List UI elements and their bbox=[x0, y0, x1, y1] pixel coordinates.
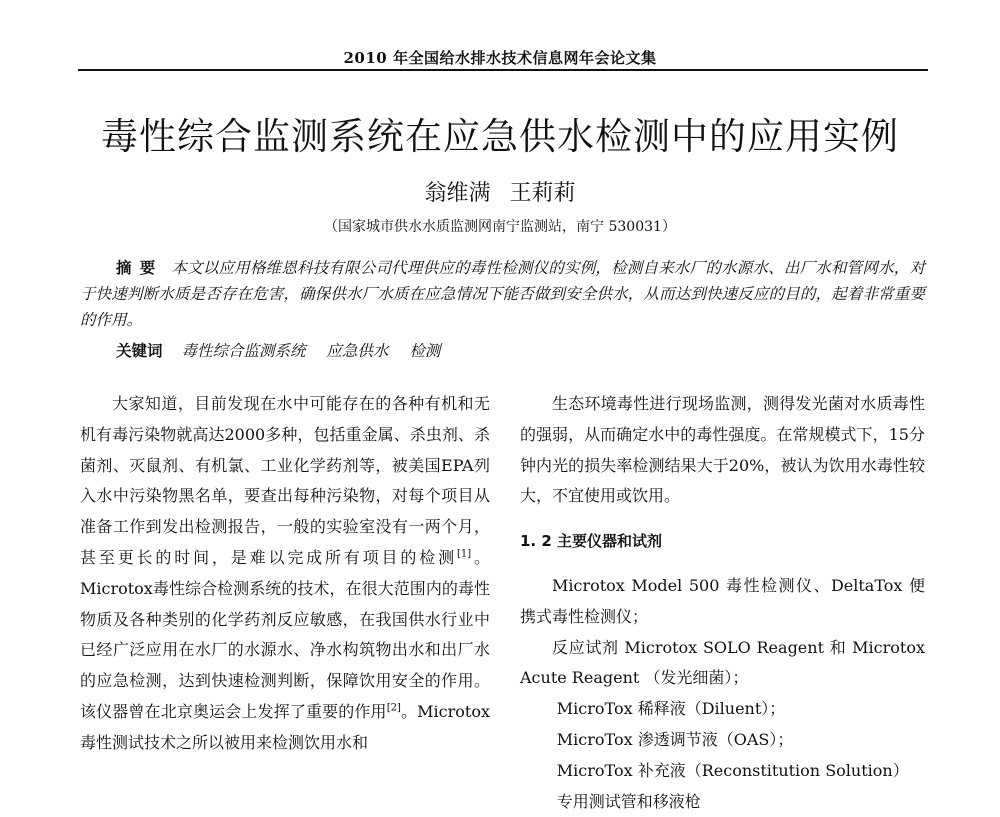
abstract-text: 本文以应用格维恩科技有限公司代理供应的毒性检测仪的实例，检测自来水厂的水源水、出厂水和管网水，对于快速判断水质是否存在危害，确保供水厂水质在应急情况下能否做到安全供水，从而达到快速反应的目的，起着非常重要的作用。 bbox=[80, 259, 925, 329]
reagents-paragraph: 反应试剂 Microtox SOLO Reagent 和 Microtox Acute Reagent （发光细菌）； bbox=[520, 637, 925, 688]
keyword-item: 应急供水 bbox=[326, 342, 389, 360]
list-item: MicroTox 补充液（Reconstitution Solution） bbox=[556, 760, 909, 780]
abstract bbox=[80, 255, 925, 333]
keywords-label: 关键词 bbox=[116, 341, 163, 360]
keywords bbox=[116, 338, 456, 364]
keyword-item: 检测 bbox=[409, 342, 441, 360]
body-paragraph bbox=[80, 389, 490, 759]
paragraph-text: 。Microtox毒性综合检测系统的技术，在很大范围内的毒性物质及各种类别的化学药剂反应敏感，在我国供水行业中已经广泛应用在水厂的水源水、净水构筑物出水和出厂水的应急检测，达到快速检测判断，保障饮用安全的作用。该仪器曾在北京奥运会上发挥了重要的作用 bbox=[80, 547, 490, 721]
list-item: 专用测试管和移液枪 bbox=[556, 791, 701, 811]
keyword-item: 毒性综合监测系统 bbox=[181, 342, 306, 360]
instruments-paragraph: Microtox Model 500 毒性检测仪、DeltaTox 便携式毒性检测仪； bbox=[520, 575, 925, 626]
article-title: 毒性综合监测系统在应急供水检测中的应用实例 bbox=[101, 115, 899, 158]
paragraph-text: 大家知道，目前发现在水中可能存在的各种有机和无机有毒污染物就高达2000多种，包括重金属、杀虫剂、杀菌剂、灭鼠剂、有机氯、工业化学药剂等，被美国EPA列入水中污染物黑名单，要查出每种污染物，对每个项目从准备工作到发出检测报告，一般的实验室没有一两个月，甚至更长的时间，是难以完成所有项目的检测 bbox=[80, 394, 490, 567]
left-column bbox=[80, 389, 490, 759]
running-header: 2010 年全国给水排水技术信息网年会论文集 bbox=[343, 49, 657, 67]
list-item: MicroTox 稀释液（Diluent）； bbox=[556, 699, 786, 719]
header-rule bbox=[78, 69, 928, 71]
paragraph-text: 。Microtox毒性测试技术之所以被用来检测饮用水和 bbox=[80, 701, 490, 752]
article-affiliation: （国家城市供水水质监测网南宁监测站，南宁 530031） bbox=[324, 219, 676, 235]
section-heading: 1. 2 主要仪器和试剂 bbox=[520, 532, 663, 551]
right-column bbox=[520, 389, 925, 817]
list-item: MicroTox 渗透调节液（OAS）； bbox=[556, 729, 794, 749]
citation-ref-1: [1] bbox=[456, 548, 472, 560]
article-authors: 翁维满 王莉莉 bbox=[424, 181, 576, 206]
body-paragraph: 生态环境毒性进行现场监测，测得发光菌对水质毒性的强弱，从而确定水中的毒性强度。在常规模式下，15分钟内光的损失率检测结果大于20%，被认为饮用水毒性较大，不宜使用或饮用。 bbox=[520, 394, 925, 506]
abstract-label: 摘要 bbox=[116, 258, 164, 277]
citation-ref-2: [2] bbox=[386, 702, 401, 714]
